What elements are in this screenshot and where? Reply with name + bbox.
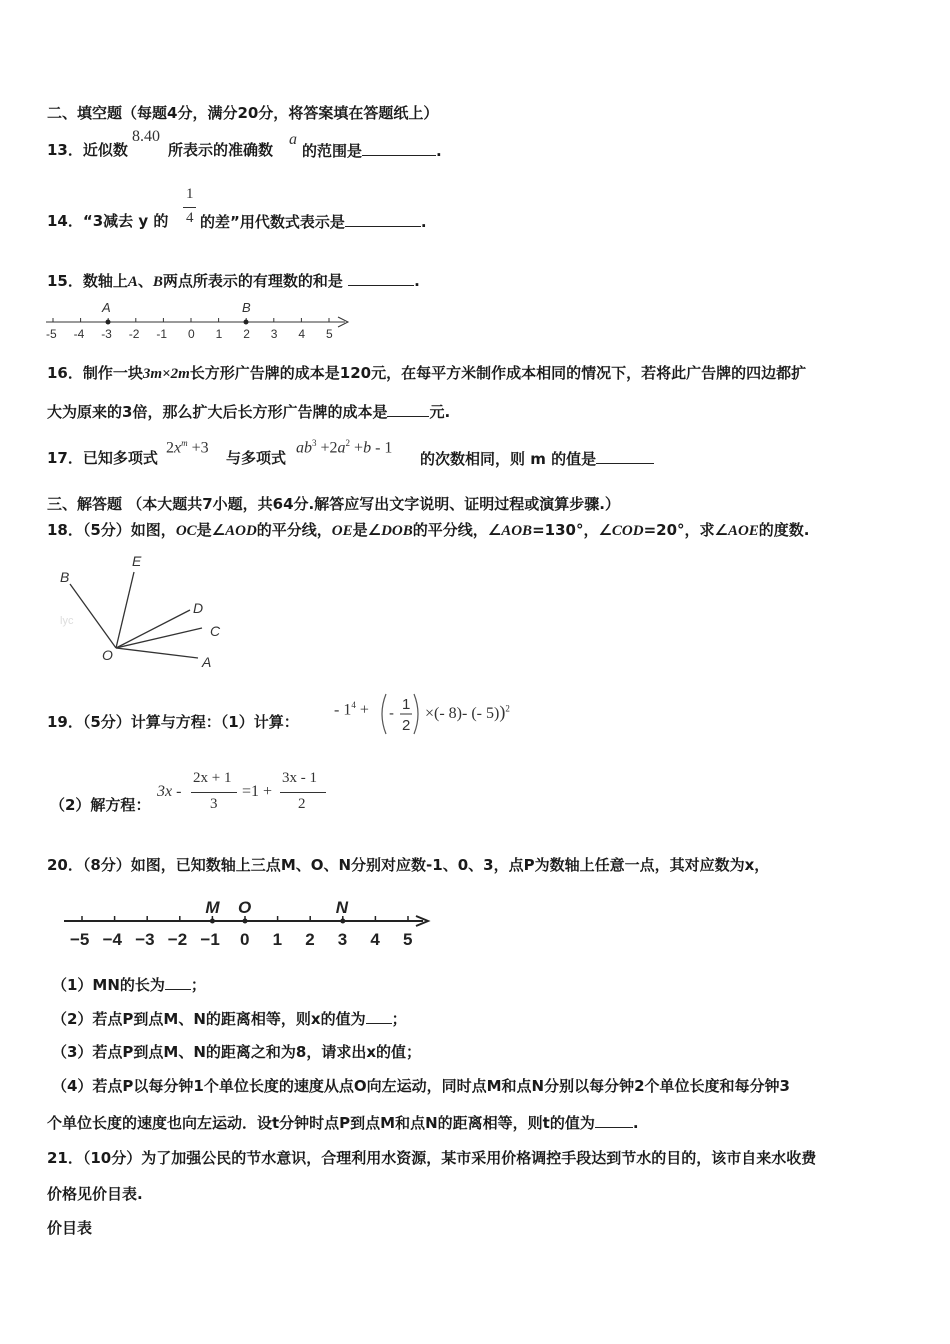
q15-number-line xyxy=(40,296,360,346)
q14-frac-bar xyxy=(183,207,196,208)
q15-tick-label: -2 xyxy=(128,327,140,341)
q15-tick-label: -5 xyxy=(46,327,57,341)
q20-point-o xyxy=(243,919,248,924)
q20-tick-label: −3 xyxy=(135,930,155,949)
e1-paren-group xyxy=(376,690,424,738)
point-b-label: B xyxy=(242,300,251,315)
q20-sub-4-line-1: （4）若点P以每分钟1个单位长度的速度从点O向左运动，同时点M和点N分别以每分钟2个单位长度和每分钟3 xyxy=(52,1077,790,1095)
e2-eq: =1 + xyxy=(242,783,273,800)
q16-line-1: 16．制作一块3m×2m长方形广告牌的成本是120元，在每平方米制作成本相同的情况下，若将此广告牌的四边都扩 xyxy=(47,364,807,382)
e2-den-2: 2 xyxy=(298,796,306,812)
point-a-marker xyxy=(106,320,111,325)
q19-part-2: （2）解方程： xyxy=(50,796,151,814)
q20-sub-1: （1）MN的长为 ； xyxy=(52,976,206,994)
e2-bar-1 xyxy=(191,792,237,793)
q19-part-1: 19．（5分）计算与方程：（1）计算： xyxy=(47,713,299,731)
answer-blank[interactable] xyxy=(165,974,191,990)
q13-prefix: 13．近似数 xyxy=(47,141,128,159)
q13-suffix: 的范围是 . xyxy=(302,142,442,160)
svg-text:-: - xyxy=(389,705,394,722)
q20-tick-label: −5 xyxy=(70,930,90,949)
q21-line-1: 21．（10分）为了加强公民的节水意识，合理利用水资源，某市采用价格调控手段达到节水的目的，该市自来水收费 xyxy=(47,1149,817,1167)
e1-tail: ×(- 8)- (- 5))$^2$ xyxy=(425,702,510,722)
q20-point-label: O xyxy=(238,898,252,917)
q20-point-label: M xyxy=(205,898,220,917)
q20-tick-label: 2 xyxy=(305,930,315,949)
e1-term: - $1^4$ + xyxy=(334,700,369,719)
e2-num-1: 2x + 1 xyxy=(193,770,232,786)
q15-tick-label: 3 xyxy=(270,327,278,341)
q15-tick-label: -3 xyxy=(101,327,112,341)
q20-tick-label: 5 xyxy=(403,930,413,949)
q15-tick-label: 4 xyxy=(298,327,306,341)
q20-tick-label: 0 xyxy=(240,930,250,949)
q13-number: 8.40 xyxy=(132,128,160,145)
section-3-heading: 三、解答题 （本大题共7小题，共64分.解答应写出文字说明、证明过程或演算步骤.） xyxy=(47,495,620,513)
q21-price-table-title: 价目表 xyxy=(47,1219,93,1237)
q20-sub-2: （2）若点P到点M、N的距离相等，则x的值为 ； xyxy=(52,1010,407,1028)
watermark: lyc xyxy=(60,615,74,627)
q20-sub-4-line-2: 个单位长度的速度也向左运动．设t分钟时点P到点M和点N的距离相等，则t的值为 . xyxy=(47,1114,639,1132)
ray-oa xyxy=(116,648,198,658)
q17-poly-1: $2x^m +3$ xyxy=(166,438,209,457)
section-2-heading: 二、填空题（每题4分，满分20分，将答案填在答题纸上） xyxy=(47,104,439,122)
q20-tick-label: 4 xyxy=(370,930,380,949)
q20-tick-label: 3 xyxy=(337,930,348,949)
q15-tick-label: 1 xyxy=(215,327,223,341)
ray-od xyxy=(116,610,190,648)
q20-tick-label: −1 xyxy=(200,930,220,949)
q14-frac-num: 1 xyxy=(186,186,194,202)
label-o: O xyxy=(102,647,113,663)
q18-text: 18．（5分）如图，OC是∠AOD的平分线，OE是∠DOB的平分线，∠AOB=130°，∠COD=20°，求∠AOE的度数. xyxy=(47,521,810,539)
answer-blank[interactable] xyxy=(387,401,429,417)
q16-line-2: 大为原来的3倍，那么扩大后长方形广告牌的成本是 元. xyxy=(47,403,451,421)
label-d: D xyxy=(193,600,204,616)
q17-suffix: 的次数相同，则 m 的值是 xyxy=(420,448,654,469)
e2-bar-2 xyxy=(280,792,326,793)
point-a-label: A xyxy=(102,300,111,315)
q14-frac-den: 4 xyxy=(186,210,194,226)
q17-poly-2: $ab^3 +2a^2 +b - 1$ xyxy=(296,438,393,457)
label-b: B xyxy=(60,569,70,585)
q15-tick-label: 0 xyxy=(188,327,195,341)
q13-variable: a xyxy=(289,131,297,148)
q15-tick-label: -1 xyxy=(156,327,168,341)
q14-prefix: 14．“3减去 y 的 xyxy=(47,212,169,230)
q20-tick-label: 1 xyxy=(272,930,283,949)
q15-tick-label: 2 xyxy=(243,327,250,341)
q17-middle: 与多项式 xyxy=(226,449,287,467)
q20-tick-label: −4 xyxy=(102,930,122,949)
ray-ob xyxy=(70,584,116,648)
e2-num-2: 3x - 1 xyxy=(282,770,317,786)
q15-text: 15．数轴上A、B两点所表示的有理数的和是 . xyxy=(47,272,420,290)
svg-text:2: 2 xyxy=(402,717,411,734)
e2-lhs: 3x - xyxy=(157,783,182,800)
q15-tick-label: -4 xyxy=(73,327,85,341)
q20-number-line xyxy=(58,893,438,953)
svg-text:1: 1 xyxy=(402,696,411,713)
answer-blank[interactable] xyxy=(596,448,654,464)
answer-blank[interactable] xyxy=(345,211,421,227)
point-b-marker xyxy=(244,320,249,325)
ray-oc xyxy=(116,628,202,648)
q15-tick-label: 5 xyxy=(326,327,333,341)
answer-blank[interactable] xyxy=(362,140,436,156)
answer-blank[interactable] xyxy=(366,1008,392,1024)
label-e: E xyxy=(132,553,142,569)
q14-suffix: 的差”用代数式表示是 . xyxy=(200,213,427,231)
q17-prefix: 17．已知多项式 xyxy=(47,449,158,467)
q20-point-n xyxy=(340,919,345,924)
q20-point-label: N xyxy=(335,898,349,917)
label-a: A xyxy=(202,654,212,670)
q21-line-2: 价格见价目表. xyxy=(47,1185,143,1203)
answer-blank[interactable] xyxy=(348,270,414,286)
e2-den-1: 3 xyxy=(210,796,218,812)
q20-tick-label: −2 xyxy=(167,930,188,949)
answer-blank[interactable] xyxy=(595,1112,633,1128)
q20-stem: 20．（8分）如图，已知数轴上三点M、O、N分别对应数-1、0、3，点P为数轴上任意一点，其对应数为x， xyxy=(47,856,770,874)
q20-sub-3: （3）若点P到点M、N的距离之和为8，请求出x的值； xyxy=(52,1043,422,1061)
q20-point-m xyxy=(210,919,215,924)
q18-angle-figure xyxy=(50,548,240,673)
q13-middle: 所表示的准确数 xyxy=(168,141,274,159)
label-c: C xyxy=(210,623,221,639)
ray-oe xyxy=(116,572,134,648)
